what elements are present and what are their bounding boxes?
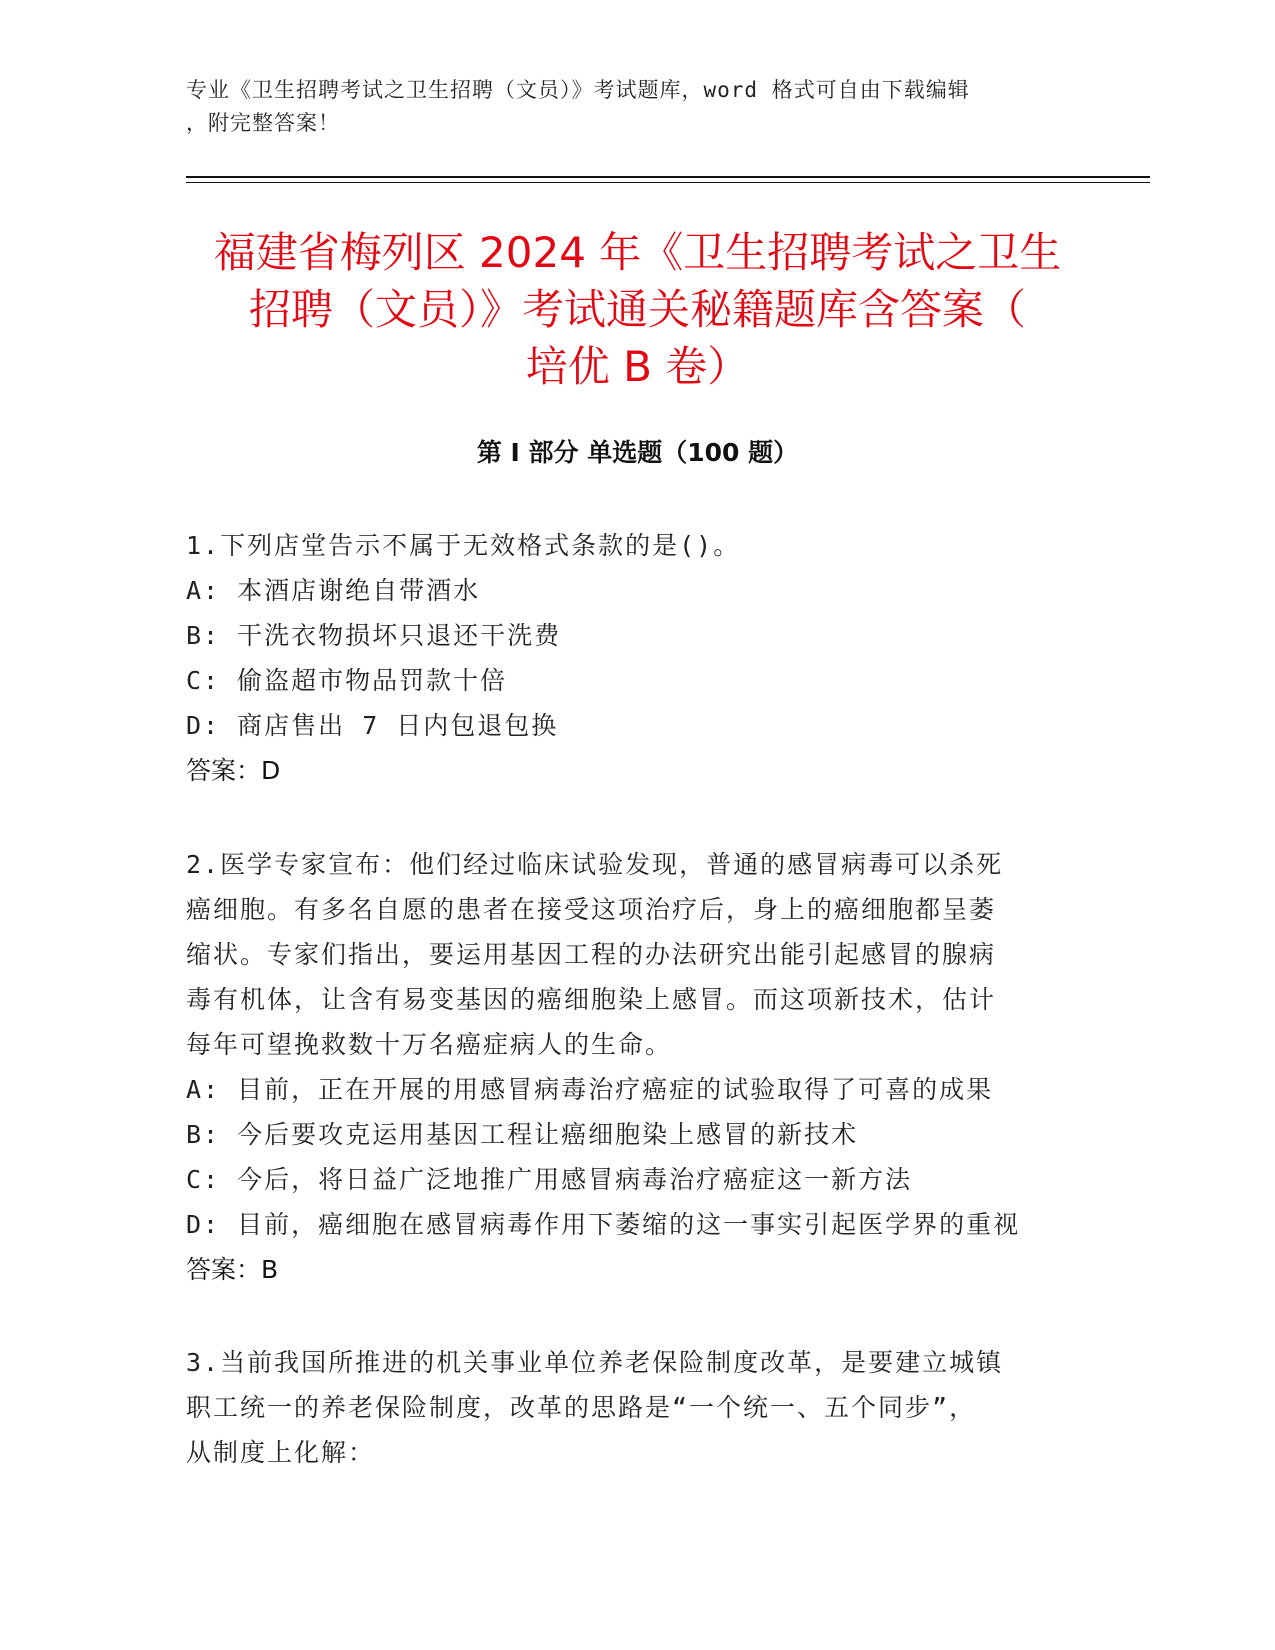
question-1-option-c: C: 偷盗超市物品罚款十倍 [186, 666, 508, 695]
question-2-stem-line-3: 缩状。专家们指出，要运用基因工程的办法研究出能引起感冒的腺病 [186, 940, 997, 969]
document-title-line-1: 福建省梅列区 2024 年《卫生招聘考试之卫生 [213, 228, 1062, 277]
question-2 [186, 842, 1066, 1292]
question-1-option-b: B: 干洗衣物损坏只退还干洗费 [186, 621, 562, 650]
question-1-stem: 1.下列店堂告示不属于无效格式条款的是()。 [186, 531, 741, 560]
question-3-stem-line-1: 3.当前我国所推进的机关事业单位养老保险制度改革，是要建立城镇 [186, 1348, 1004, 1377]
question-2-stem-line-5: 每年可望挽救数十万名癌症病人的生命。 [186, 1030, 673, 1059]
header-note-line-1: 专业《卫生招聘考试之卫生招聘（文员）》考试题库，word 格式可自由下载编辑 [186, 78, 970, 102]
question-1-option-a: A: 本酒店谢绝自带酒水 [186, 576, 481, 605]
header-note-line-2: ，附完整答案！ [186, 111, 340, 135]
header-note [186, 74, 1086, 140]
question-3 [186, 1340, 1066, 1475]
document-title [150, 224, 1125, 395]
document-title-line-3: 培优 B 卷） [525, 342, 750, 391]
question-2-option-b: B: 今后要攻克运用基因工程让癌细胞染上感冒的新技术 [186, 1120, 859, 1149]
question-2-stem-line-4: 毒有机体，让含有易变基因的癌细胞染上感冒。而这项新技术，估计 [186, 985, 997, 1014]
document-title-line-2: 招聘（文员）》考试通关秘籍题库含答案（ [248, 285, 1026, 334]
question-2-stem-line-2: 癌细胞。有多名自愿的患者在接受这项治疗后，身上的癌细胞都呈萎 [186, 895, 997, 924]
header-rule-thin [186, 182, 1150, 183]
question-2-answer: 答案：B [186, 1255, 279, 1284]
question-1-answer: 答案：D [186, 756, 281, 785]
question-2-option-a: A: 目前，正在开展的用感冒病毒治疗癌症的试验取得了可喜的成果 [186, 1075, 994, 1104]
section-title: 第 I 部分 单选题（100 题） [476, 438, 799, 467]
question-2-option-c: C: 今后，将日益广泛地推广用感冒病毒治疗癌症这一新方法 [186, 1165, 913, 1194]
question-2-stem-line-1: 2.医学专家宣布：他们经过临床试验发现，普通的感冒病毒可以杀死 [186, 850, 1004, 879]
question-3-stem-line-2: 职工统一的养老保险制度，改革的思路是“一个统一、五个同步”， [186, 1393, 977, 1422]
question-1-option-d: D: 商店售出 7 日内包退包换 [186, 711, 559, 740]
question-2-option-d: D: 目前，癌细胞在感冒病毒作用下萎缩的这一事实引起医学界的重视 [186, 1210, 1021, 1239]
question-1 [186, 523, 1066, 793]
question-3-stem-line-3: 从制度上化解： [186, 1438, 376, 1467]
header-rule-thick [186, 176, 1150, 178]
